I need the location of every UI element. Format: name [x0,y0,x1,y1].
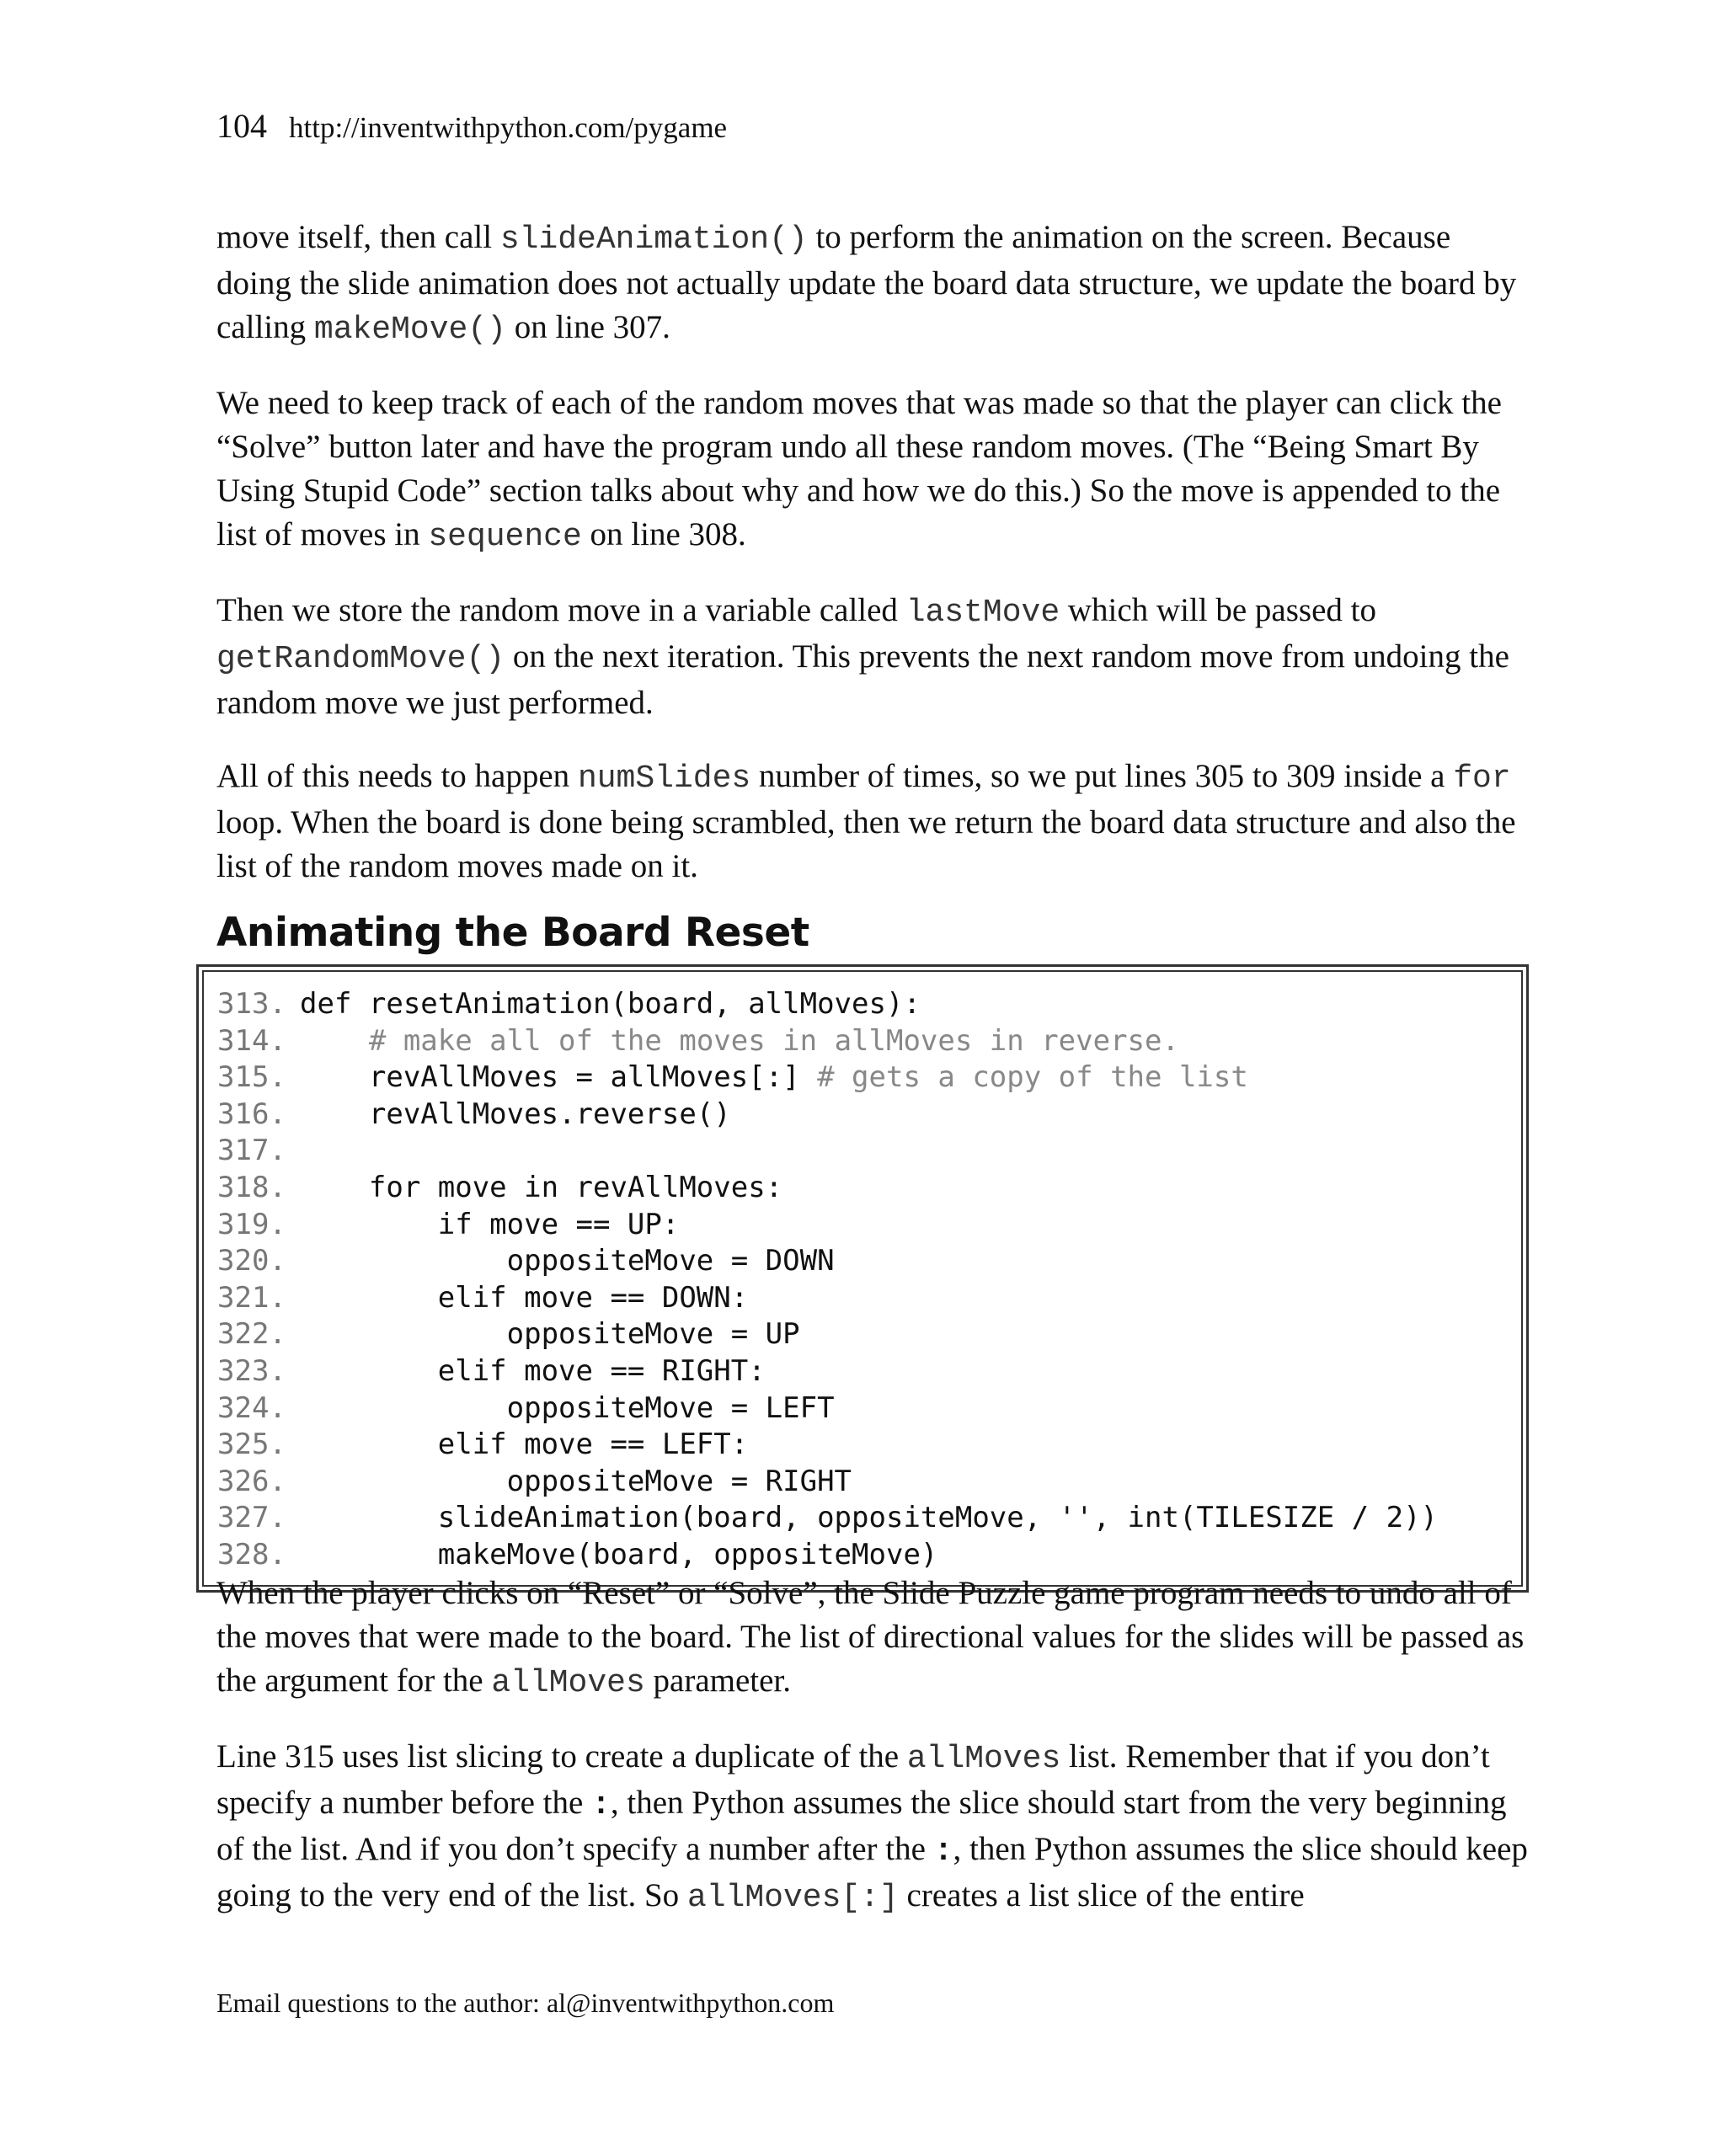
inline-code: slideAnimation() [499,221,808,258]
line-number: 323. [217,1353,286,1388]
text-run: on line 307. [505,309,670,345]
code-comment: # make all of the moves in allMoves in reverse. [368,1023,1179,1058]
code-line [217,1023,1438,1060]
code-text: makeMove(board, oppositeMove) [300,1537,938,1572]
line-number: 313. [217,987,286,1021]
code-text: oppositeMove = LEFT [300,1390,835,1425]
code-line [217,1500,1438,1537]
line-number: 315. [217,1060,286,1095]
line-number: 317. [217,1134,286,1168]
paragraph [216,1572,1530,1705]
code-line [217,1427,1438,1464]
body-text-top [216,216,1530,918]
text-run: number of times, so we put lines 305 to 309 inside a [750,758,1454,794]
text-run: on the next iteration. This prevents the next random move from undoing the random move we just performed. [216,638,1509,721]
code-line [217,986,1438,1023]
code-line [217,1133,1438,1170]
inline-code: for [1453,760,1511,797]
line-number: 327. [217,1501,286,1535]
code-line [217,1243,1438,1280]
code-text: elif move == RIGHT: [300,1353,766,1388]
line-number: 328. [217,1537,286,1572]
code-line [217,1390,1438,1428]
inline-code: numSlides [577,760,751,797]
line-number: 322. [217,1317,286,1352]
code-listing [217,986,1438,1574]
code-line [217,1353,1438,1390]
code-text: elif move == DOWN: [300,1280,749,1315]
code-line [217,1170,1438,1207]
text-run: Then we store the random move in a variable called [216,592,906,628]
text-run: loop. When the board is done being scrambled, then we return the board data structure and also the list of the random moves made on it. [216,804,1516,884]
text-run: Line 315 uses list slicing to create a duplicate of the [216,1738,907,1774]
inline-code: lastMove [905,595,1060,631]
body-text-bottom [216,1572,1530,1950]
section-heading: Animating the Board Reset [216,910,809,956]
text-run: on line 308. [581,516,746,552]
code-listing-box [196,964,1529,1593]
code-text: oppositeMove = RIGHT [300,1464,852,1498]
code-text: oppositeMove = UP [300,1317,800,1352]
line-number: 318. [217,1170,286,1204]
paragraph [216,589,1530,725]
paragraph [216,1735,1530,1920]
text-run: When the player clicks on “Reset” or “Solve”, the Slide Puzzle game program needs to undo all of the moves that were made to the board. The list of directional values for the slides will be passed as the argument for the [216,1575,1525,1699]
inline-code: allMoves[:] [686,1880,899,1916]
line-number: 316. [217,1097,286,1131]
header-url: http://inventwithpython.com/pygame [289,111,728,144]
code-line [217,1207,1438,1244]
code-text [300,1024,369,1058]
line-number: 314. [217,1023,286,1058]
text-run: to perform the animation on the screen. Because doing the slide animation does not actually update the board data structure, we update the board by calling [216,219,1517,345]
text-run: We need to keep track of each of the random moves that was made so that the player can click the “Solve” button later and have the program undo all these random moves. (The “Being Smart By Using Stupid Code” section talks about why and how we do this.) So the move is appended to the list of moves in [216,385,1502,552]
text-run: creates a list slice of the entire [898,1877,1305,1913]
line-number: 326. [217,1464,286,1498]
line-number: 320. [217,1244,286,1278]
code-text: elif move == LEFT: [300,1428,749,1462]
code-text: oppositeMove = DOWN [300,1244,835,1278]
paragraph [216,382,1530,559]
inline-code: sequence [428,519,582,555]
line-number: 321. [217,1280,286,1315]
text-run: which will be passed to [1060,592,1376,628]
code-line [217,1097,1438,1134]
code-line [217,1280,1438,1317]
code-text: def resetAnimation(board, allMoves): [300,987,921,1021]
text-run: list. Remember that if you don’t specify a number before the [216,1738,1490,1821]
inline-code: makeMove() [313,312,506,348]
inline-code: allMoves [491,1665,645,1701]
paragraph [216,755,1530,889]
line-number: 324. [217,1390,286,1425]
text-run: , then Python assumes the slice should keep going to the very end of the list. So [216,1831,1528,1913]
code-line [217,1059,1438,1097]
page-number: 104 [216,107,267,145]
text-run: All of this needs to happen [216,758,578,794]
line-number: 319. [217,1207,286,1241]
code-line [217,1464,1438,1501]
code-text: for move in revAllMoves: [300,1170,783,1204]
inline-code: : [591,1787,611,1823]
code-line [217,1316,1438,1353]
code-comment: # gets a copy of the list [817,1060,1248,1095]
inline-code: allMoves [906,1741,1061,1777]
text-run: , then Python assumes the slice should start from the very beginning of the list. And if you don’t specify a number after the [216,1785,1507,1867]
code-text: if move == UP: [300,1207,680,1241]
page-header [216,108,727,147]
text-run: parameter. [644,1662,792,1699]
code-line [217,1537,1438,1574]
code-text: revAllMoves.reverse() [300,1097,731,1131]
text-run: move itself, then call [216,219,500,255]
line-number: 325. [217,1428,286,1462]
page-footer: Email questions to the author: al@inventwithpython.com [216,1988,835,2018]
inline-code: : [933,1833,953,1870]
code-text: slideAnimation(board, oppositeMove, '', int(TILESIZE / 2)) [300,1501,1439,1535]
paragraph [216,216,1530,352]
inline-code: getRandomMove() [216,641,505,677]
code-text: revAllMoves = allMoves[:] [300,1060,818,1095]
